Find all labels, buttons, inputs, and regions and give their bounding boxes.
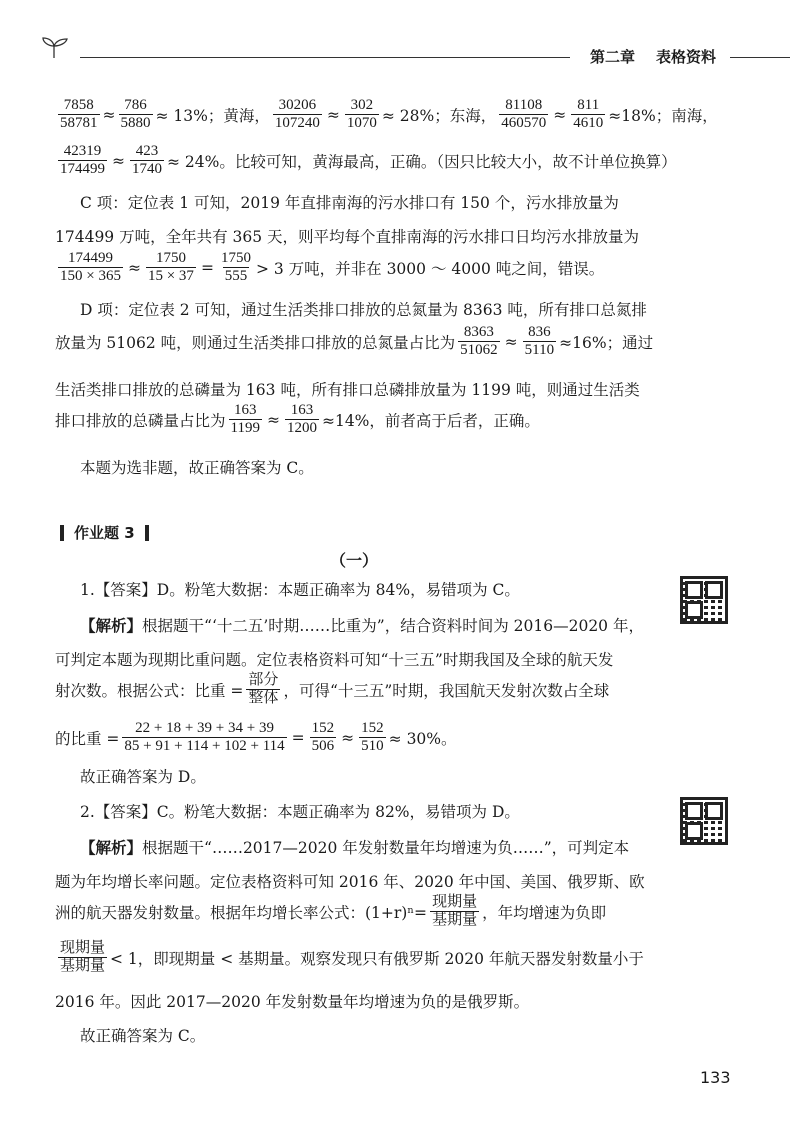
fraction: $\frac{1750}{555}$ xyxy=(220,250,251,284)
fraction: $\frac{7858}{58781}$ xyxy=(60,97,98,131)
equals-sign: = xyxy=(291,728,305,747)
section-subtitle: （一） xyxy=(330,551,379,570)
q2-analysis-line3: 洲的航天器发射数量。根据年均增长率公式：(1+r)ⁿ= $\frac{\text{现期量}}{\text{基期量}}$ ，年均增速为负即 xyxy=(55,894,607,928)
fraction: $\frac{786}{5880}$ xyxy=(120,97,151,131)
conclusion-1: 本题为选非题，故正确答案为 C。 xyxy=(80,459,314,477)
para-d-line1: D 项：定位表 2 可知，通过生活类排口排放的总氮量为 8363 吨，所有排口总氮排 xyxy=(80,301,647,319)
fraction: $\frac{81108}{460570}$ xyxy=(501,97,547,131)
q2-analysis-line2: 题为年均增长率问题。定位表格资料可知 2016 年、2020 年中国、美国、俄罗斯、欧 xyxy=(55,873,645,891)
equals-sign: = xyxy=(200,258,214,277)
page-number: 133 xyxy=(700,1068,731,1087)
para-d-line2: 放量为 51062 吨，则通过生活类排口排放的总氮量占比为 $\frac{8363}{51062}$ ≈ $\frac{836}{5110}$ ≈16%；通过 xyxy=(55,324,654,358)
q2-answer: 2.【答案】C。粉笔大数据：本题正确率为 82%，易错项为 D。 xyxy=(80,803,520,821)
header-rule-right xyxy=(730,57,790,58)
fraction: $\frac{174499}{150 \times 365}$ xyxy=(60,250,121,284)
fraction: $\frac{152}{506}$ xyxy=(311,720,335,754)
para-b-line1 xyxy=(55,97,750,132)
q2-analysis-line4: $\frac{\text{现期量}}{\text{基期量}}$ < 1，即现期量 < 基期量。观察发现只有俄罗斯 2020 年航天器发射数量小于 xyxy=(60,940,644,974)
para-d-line4: 排口排放的总磷量占比为 $\frac{163}{1199}$ ≈ $\frac{163}{1200}$ ≈14%，前者高于后者，正确。 xyxy=(55,402,540,436)
para-c-line2: 174499 万吨，全年共有 365 天，则平均每个直排南海的污水排口日均污水排放量为 xyxy=(55,228,640,246)
approx-sign: ≈ xyxy=(553,105,567,124)
q1-analysis-line4: 的比重 = $\frac{22 + 18 + 39 + 34 + 39}{85 + 91 + 114 + 102 + 114}$ = $\frac{152}{506}$ ≈ $\frac{152}{510}$ ≈ 30%。 xyxy=(55,720,457,754)
text: > 3 万吨，并非在 3000 ～ 4000 吨之间，错误。 xyxy=(255,259,605,278)
bracket-left-icon xyxy=(60,525,64,541)
fraction: $\frac{152}{510}$ xyxy=(361,720,384,754)
header-chapter: 第二章 xyxy=(590,48,636,66)
bracket-right-icon xyxy=(145,525,149,541)
fraction: $\frac{22 + 18 + 39 + 34 + 39}{85 + 91 + 114 + 102 + 114}$ xyxy=(124,720,285,754)
para-c-line1: C 项：定位表 1 可知，2019 年直排南海的污水排口有 150 个，污水排放量为 xyxy=(80,194,619,212)
fraction: $\frac{\text{部分}}{\text{整体}}$ xyxy=(248,672,279,706)
q1-analysis-line2: 可判定本题为现期比重问题。定位表格资料可知“十三五”时期我国及全球的航天发 xyxy=(55,651,614,669)
fraction: $\frac{163}{1200}$ xyxy=(286,402,317,436)
fraction: $\frac{163}{1199}$ xyxy=(230,402,260,436)
text: ≈ 13%；黄海， xyxy=(155,106,270,125)
fraction: $\frac{302}{1070}$ xyxy=(346,97,377,131)
approx-sign: ≈ xyxy=(266,410,280,429)
section-title: 作业题 3 xyxy=(60,522,149,543)
approx-sign: ≈ xyxy=(102,105,116,124)
q1-analysis-line3: 射次数。根据公式：比重 = $\frac{\text{部分}}{\text{整体}}$ ，可得“十三五”时期，我国航天发射次数占全球 xyxy=(55,672,610,706)
para-d-line3: 生活类排口排放的总磷量为 163 吨，所有排口总磷排放量为 1199 吨，则通过生活类 xyxy=(55,381,640,399)
para-c-line3 xyxy=(55,250,750,285)
q1-conclusion: 故正确答案为 D。 xyxy=(80,768,206,786)
q2-analysis-line5: 2016 年。因此 2017—2020 年发射数量年均增速为负的是俄罗斯。 xyxy=(55,993,530,1011)
text: ≈18%；南海， xyxy=(608,106,718,125)
header-title: 表格资料 xyxy=(656,48,717,66)
fraction: $\frac{836}{5110}$ xyxy=(524,324,555,358)
q1-answer: 1.【答案】D。粉笔大数据：本题正确率为 84%，易错项为 C。 xyxy=(80,581,520,599)
q2-analysis-line1: 【解析】 根据题干“……2017—2020 年发射数量年均增速为负……”，可判定本 xyxy=(80,838,630,857)
approx-sign: ≈ xyxy=(326,105,340,124)
header-rule-left xyxy=(80,57,570,58)
fraction: $\frac{811}{4610}$ xyxy=(573,97,604,131)
approx-sign: ≈ xyxy=(112,151,125,170)
leaf-logo-icon xyxy=(40,36,70,64)
fraction: $\frac{\text{现期量}}{\text{基期量}}$ xyxy=(432,894,478,928)
approx-sign: ≈ xyxy=(504,332,518,351)
q1-analysis-line1: 【解析】 根据题干“‘十二五’时期……比重为”，结合资料时间为 2016—2020 年， xyxy=(80,616,644,635)
fraction: $\frac{8363}{51062}$ xyxy=(460,324,498,358)
q2-conclusion: 故正确答案为 C。 xyxy=(80,1027,206,1045)
approx-sign: ≈ xyxy=(127,258,141,277)
text: ≈ 28%；东海， xyxy=(381,106,497,125)
fraction: $\frac{30206}{107240}$ xyxy=(274,97,320,131)
fraction: $\frac{423}{1740}$ xyxy=(132,143,162,177)
fraction: $\frac{\text{现期量}}{\text{基期量}}$ xyxy=(60,940,106,974)
text: ≈ 24%。比较可知，黄海最高，正确。（因只比较大小，故不计单位换算） xyxy=(167,152,677,171)
para-b-line2 xyxy=(55,143,750,178)
fraction: $\frac{1750}{15 \times 37}$ xyxy=(147,250,194,284)
fraction: $\frac{42319}{174499}$ xyxy=(60,143,105,177)
approx-sign: ≈ xyxy=(341,728,355,747)
